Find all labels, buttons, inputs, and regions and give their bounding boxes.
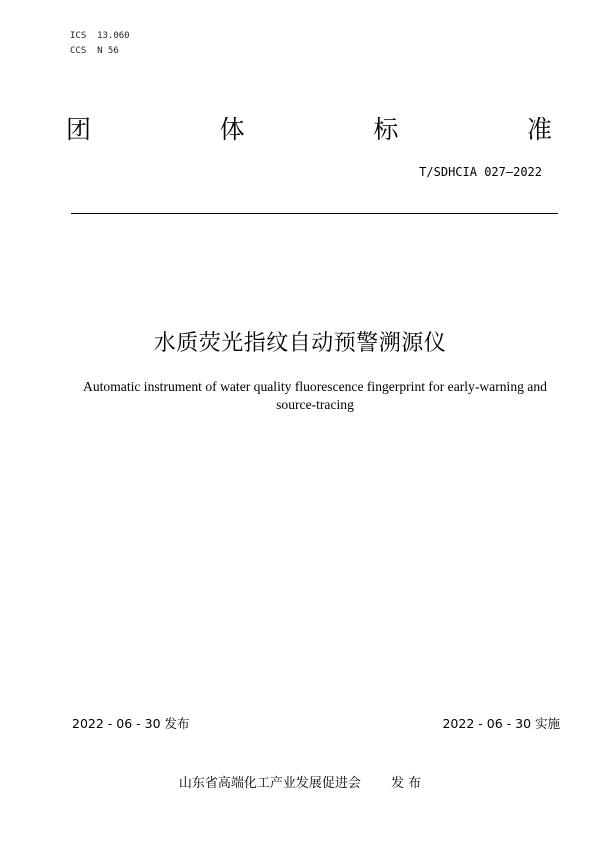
publisher-line bbox=[0, 775, 600, 793]
standard-type-char: 标 bbox=[373, 115, 399, 144]
classification-codes bbox=[70, 29, 130, 59]
standard-type-char: 团 bbox=[66, 115, 92, 144]
publisher-action: 发 布 bbox=[390, 776, 422, 791]
standard-type-heading bbox=[66, 114, 552, 146]
publisher-name: 山东省高端化工产业发展促进会 bbox=[178, 776, 361, 791]
document-title-en: Automatic instrument of water quality fluorescence fingerprint for early-warning and source-tracing bbox=[83, 379, 547, 412]
header-divider bbox=[71, 213, 558, 214]
implementation-date: 2022 - 06 - 30 实施 bbox=[442, 716, 560, 731]
document-title-zh: 水质荧光指纹自动预警溯源仪 bbox=[153, 331, 447, 356]
ics-code: ICS 13.060 bbox=[70, 31, 130, 41]
standard-type-char: 准 bbox=[526, 115, 552, 144]
standard-code: T/SDHCIA 027—2022 bbox=[419, 165, 542, 179]
ccs-code: CCS N 56 bbox=[70, 46, 119, 56]
publish-date: 2022 - 06 - 30 发布 bbox=[72, 716, 190, 731]
standard-type-char: 体 bbox=[219, 115, 245, 144]
